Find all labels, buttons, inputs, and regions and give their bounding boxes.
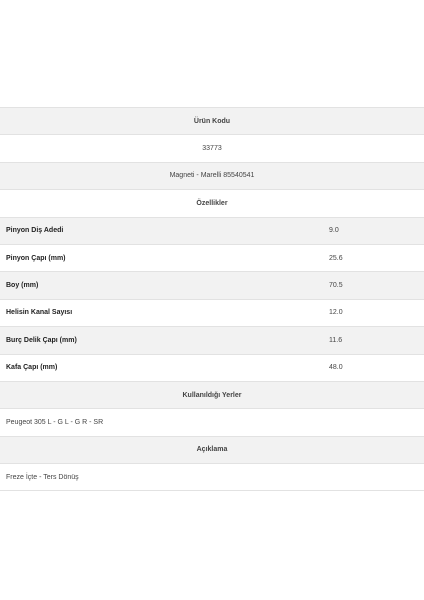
features-header: Özellikler <box>196 199 228 207</box>
usage-row <box>0 409 424 436</box>
feature-row <box>0 245 424 272</box>
feature-row <box>0 218 424 245</box>
description-text: Freze İçte - Ters Dönüş <box>6 473 79 481</box>
usage-text: Peugeot 305 L - G L - G R - SR <box>6 418 104 426</box>
feature-label: Pinyon Diş Adedi <box>6 227 64 235</box>
feature-value: 11.6 <box>329 336 343 344</box>
feature-label: Pinyon Çapı (mm) <box>6 254 66 262</box>
product-reference-value: Magneti - Marelli 85540541 <box>169 172 255 180</box>
usage-header-row <box>0 382 424 409</box>
description-header-row <box>0 437 424 464</box>
feature-row <box>0 272 424 299</box>
product-code-header-row <box>0 108 424 135</box>
product-code-header: Ürün Kodu <box>193 117 231 125</box>
feature-value: 25.6 <box>329 254 343 262</box>
feature-row <box>0 355 424 382</box>
feature-value: 48.0 <box>329 364 343 372</box>
feature-value: 12.0 <box>329 309 343 317</box>
feature-label: Burç Delik Çapı (mm) <box>6 336 77 344</box>
feature-row <box>0 300 424 327</box>
description-header: Açıklama <box>196 446 228 454</box>
product-code-value: 33773 <box>202 145 222 153</box>
usage-header: Kullanıldığı Yerler <box>182 391 242 399</box>
product-reference-row <box>0 163 424 190</box>
features-header-row <box>0 190 424 217</box>
feature-value: 9.0 <box>329 227 339 235</box>
feature-value: 70.5 <box>329 282 343 290</box>
spec-table <box>0 107 424 491</box>
description-row <box>0 464 424 491</box>
feature-label: Kafa Çapı (mm) <box>6 364 58 372</box>
feature-label: Helisin Kanal Sayısı <box>6 309 73 317</box>
feature-label: Boy (mm) <box>6 282 39 290</box>
product-code-row <box>0 135 424 162</box>
feature-row <box>0 327 424 354</box>
